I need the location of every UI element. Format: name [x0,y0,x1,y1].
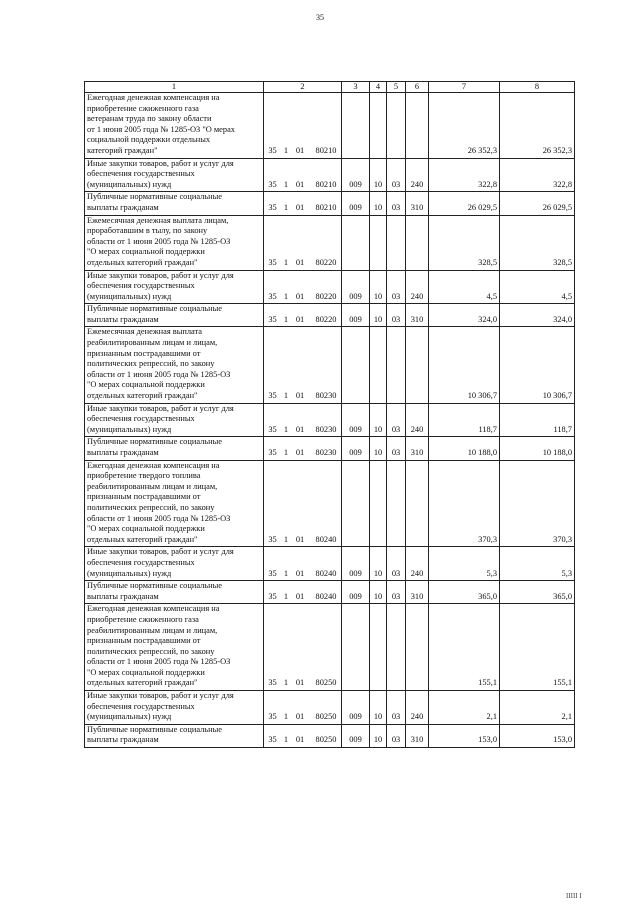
ministry-code [342,460,370,547]
code-segment: 35 [268,448,277,457]
program-code [264,93,342,159]
page-number: 35 [316,13,324,22]
code-segment: 1 [283,391,289,401]
subsection-code [387,215,406,270]
program-code [264,158,342,192]
expense-type-code: 240 [406,270,429,304]
amount-cell: 153,0 [500,724,575,747]
amount-cell: 5,3 [500,547,575,581]
row-description: Иные закупки товаров, работ и услуг для обеспечения государственных (муниципальных) нужд [85,547,264,581]
header-cell: 7 [429,82,500,93]
subsection-code: 03 [387,437,406,460]
section-code: 10 [370,691,387,725]
code-segment: 80240 [315,591,337,601]
subsection-code [387,604,406,691]
ministry-code [342,604,370,691]
amount-cell: 118,7 [429,403,500,437]
program-code [264,724,342,747]
ministry-code: 009 [342,158,370,192]
code-segment: 80230 [315,424,337,434]
row-description: Публичные нормативные социальные выплаты гражданам [85,192,264,215]
expense-type-code: 240 [406,403,429,437]
code-segment: 35 [268,202,277,212]
row-description: Иные закупки товаров, работ и услуг для обеспечения государственных (муниципальных) нужд [85,158,264,192]
code-segment: 1 [283,534,289,544]
code-segment: 1 [283,591,289,601]
subsection-code [387,327,406,403]
subsection-code: 03 [387,547,406,581]
code-segment: 01 [295,591,305,601]
header-cell: 2 [264,82,342,93]
footer-mark: ІІІІІ І [566,892,582,900]
program-code [264,215,342,270]
amount-cell: 10 188,0 [429,437,500,460]
ministry-code: 009 [342,192,370,215]
code-segment: 35 [268,314,277,324]
code-segment: 80250 [315,735,337,745]
code-segment: 35 [268,179,277,189]
code-segment: 01 [295,291,305,301]
subsection-code: 03 [387,691,406,725]
amount-cell: 328,5 [500,215,575,270]
ministry-code [342,327,370,403]
code-segment: 35 [268,591,277,601]
header-cell: 5 [387,82,406,93]
row-description: Публичные нормативные социальные выплаты гражданам [85,437,264,460]
row-description: Иные закупки товаров, работ и услуг для обеспечения государственных (муниципальных) нужд [85,691,264,725]
code-segment: 80250 [315,712,337,722]
code-segment: 35 [268,424,277,434]
table-row [85,304,575,327]
code-segment: 01 [295,314,305,324]
code-segment: 80210 [315,145,337,155]
section-code: 10 [370,724,387,747]
amount-cell: 370,3 [500,460,575,547]
row-description: Публичные нормативные социальные выплаты гражданам [85,724,264,747]
expense-type-code: 240 [406,547,429,581]
code-segment: 1 [283,712,289,722]
row-description: Ежемесячная денежная выплата лицам, проработавшим в тылу, по закону области от 1 июня 2005 года № 1285-ОЗ "О мерах социальной поддержки отдельных категорий граждан" [85,215,264,270]
code-segment: 1 [283,568,289,578]
ministry-code: 009 [342,724,370,747]
table-row [85,93,575,159]
amount-cell: 2,1 [429,691,500,725]
row-description: Иные закупки товаров, работ и услуг для обеспечения государственных (муниципальных) нужд [85,403,264,437]
row-description: Иные закупки товаров, работ и услуг для обеспечения государственных (муниципальных) нужд [85,270,264,304]
code-segment: 80220 [315,291,337,301]
row-description: Ежемесячная денежная выплата реабилитированным лицам и лицам, признанным пострадавшими от политических репрессий, по закону области от 1 июня 2005 года № 1285-ОЗ "О мерах социальной поддержки отдельных категорий граждан" [85,327,264,403]
row-description: Ежегодная денежная компенсация на приобретение сжиженного газа реабилитированным лицам и лицам, признанным пострадавшими от политических репрессий, по закону области от 1 июня 2005 года № 1285-ОЗ "О мерах социальной поддержки отдельных категорий граждан" [85,604,264,691]
program-code [264,270,342,304]
section-code [370,93,387,159]
code-segment: 01 [295,735,305,745]
code-segment: 35 [268,568,277,578]
section-code: 10 [370,158,387,192]
section-code: 10 [370,403,387,437]
program-code [264,581,342,604]
expense-type-code [406,460,429,547]
header-cell: 8 [500,82,575,93]
amount-cell: 26 352,3 [429,93,500,159]
code-segment: 01 [295,678,305,688]
row-description: Публичные нормативные социальные выплаты гражданам [85,581,264,604]
table-row [85,270,575,304]
code-segment: 35 [268,391,277,401]
code-segment: 80250 [315,678,337,688]
code-segment: 01 [295,534,305,544]
expense-type-code [406,93,429,159]
section-code [370,327,387,403]
code-segment: 1 [283,291,289,301]
code-segment: 01 [295,424,305,434]
table-row [85,403,575,437]
code-segment: 80240 [315,568,337,578]
amount-cell: 155,1 [429,604,500,691]
amount-cell: 155,1 [500,604,575,691]
code-segment: 01 [295,202,305,212]
code-segment: 01 [295,179,305,189]
code-segment: 35 [268,678,277,688]
ministry-code: 009 [342,403,370,437]
section-code: 10 [370,581,387,604]
code-segment: 80210 [315,202,337,212]
ministry-code [342,215,370,270]
code-segment: 80230 [315,448,337,457]
expense-type-code: 310 [406,581,429,604]
expense-type-code: 310 [406,304,429,327]
code-segment: 35 [268,291,277,301]
header-cell: 4 [370,82,387,93]
table-row [85,724,575,747]
amount-cell: 4,5 [429,270,500,304]
code-segment: 01 [295,712,305,722]
ministry-code: 009 [342,270,370,304]
code-segment: 1 [283,179,289,189]
section-code [370,460,387,547]
subsection-code: 03 [387,158,406,192]
code-segment: 80240 [315,534,337,544]
amount-cell: 26 029,5 [429,192,500,215]
amount-cell: 4,5 [500,270,575,304]
amount-cell: 10 306,7 [429,327,500,403]
amount-cell: 328,5 [429,215,500,270]
amount-cell: 26 029,5 [500,192,575,215]
code-segment: 1 [283,735,289,745]
code-segment: 35 [268,712,277,722]
expense-type-code: 310 [406,437,429,460]
ministry-code: 009 [342,581,370,604]
table-row [85,604,575,691]
amount-cell: 10 306,7 [500,327,575,403]
table-row [85,327,575,403]
program-code [264,403,342,437]
code-segment: 1 [283,424,289,434]
code-segment: 80220 [315,314,337,324]
code-segment: 1 [283,678,289,688]
section-code [370,215,387,270]
amount-cell: 365,0 [500,581,575,604]
code-segment: 35 [268,735,277,745]
section-code: 10 [370,270,387,304]
code-segment: 01 [295,257,305,267]
ministry-code: 009 [342,437,370,460]
amount-cell: 153,0 [429,724,500,747]
expense-type-code: 310 [406,192,429,215]
amount-cell: 365,0 [429,581,500,604]
ministry-code: 009 [342,547,370,581]
amount-cell: 324,0 [429,304,500,327]
code-segment: 1 [283,257,289,267]
subsection-code: 03 [387,270,406,304]
expense-type-code: 240 [406,158,429,192]
amount-cell: 2,1 [500,691,575,725]
ministry-code: 009 [342,304,370,327]
expense-type-code [406,215,429,270]
code-segment: 80210 [315,179,337,189]
subsection-code: 03 [387,304,406,327]
table-row [85,691,575,725]
subsection-code: 03 [387,581,406,604]
table-row [85,158,575,192]
table-row [85,192,575,215]
section-code: 10 [370,304,387,327]
code-segment: 35 [268,145,277,155]
section-code [370,604,387,691]
table-row [85,437,575,460]
expense-type-code: 310 [406,724,429,747]
table-header [85,82,575,93]
header-cell: 3 [342,82,370,93]
ministry-code: 009 [342,691,370,725]
code-segment: 1 [283,145,289,155]
amount-cell: 118,7 [500,403,575,437]
program-code [264,192,342,215]
header-cell: 6 [406,82,429,93]
program-code [264,547,342,581]
table-row [85,547,575,581]
section-code: 10 [370,547,387,581]
section-code: 10 [370,437,387,460]
code-segment: 35 [268,534,277,544]
code-segment: 01 [295,448,305,457]
code-segment: 1 [283,314,289,324]
amount-cell: 10 188,0 [500,437,575,460]
subsection-code [387,93,406,159]
program-code [264,460,342,547]
code-segment: 01 [295,568,305,578]
expense-type-code: 240 [406,691,429,725]
table-row [85,581,575,604]
amount-cell: 322,8 [500,158,575,192]
program-code [264,327,342,403]
code-segment: 01 [295,391,305,401]
ministry-code [342,93,370,159]
subsection-code [387,460,406,547]
table-row [85,460,575,547]
program-code [264,604,342,691]
expense-type-code [406,604,429,691]
code-segment: 01 [295,145,305,155]
program-code [264,304,342,327]
row-description: Публичные нормативные социальные выплаты гражданам [85,304,264,327]
row-description: Ежегодная денежная компенсация на приобретение сжиженного газа ветеранам труда по закону области от 1 июня 2005 года № 1285-ОЗ "О мерах социальной поддержки отдельных категорий граждан" [85,93,264,159]
code-segment: 1 [283,202,289,212]
subsection-code: 03 [387,403,406,437]
amount-cell: 370,3 [429,460,500,547]
amount-cell: 324,0 [500,304,575,327]
subsection-code: 03 [387,192,406,215]
program-code [264,691,342,725]
subsection-code: 03 [387,724,406,747]
code-segment: 1 [283,448,289,457]
amount-cell: 26 352,3 [500,93,575,159]
table-row [85,215,575,270]
table-body [85,93,575,748]
section-code: 10 [370,192,387,215]
code-segment: 35 [268,257,277,267]
row-description: Ежегодная денежная компенсация на приобретение твердого топлива реабилитированным лицам и лицам, признанным пострадавшими от политических репрессий, по закону области от 1 июня 2005 года № 1285-ОЗ "О мерах социальной поддержки отдельных категорий граждан" [85,460,264,547]
code-segment: 80220 [315,257,337,267]
code-segment: 80230 [315,391,337,401]
amount-cell: 5,3 [429,547,500,581]
header-cell: 1 [85,82,264,93]
amount-cell: 322,8 [429,158,500,192]
budget-table [84,81,575,748]
program-code [264,437,342,460]
expense-type-code [406,327,429,403]
